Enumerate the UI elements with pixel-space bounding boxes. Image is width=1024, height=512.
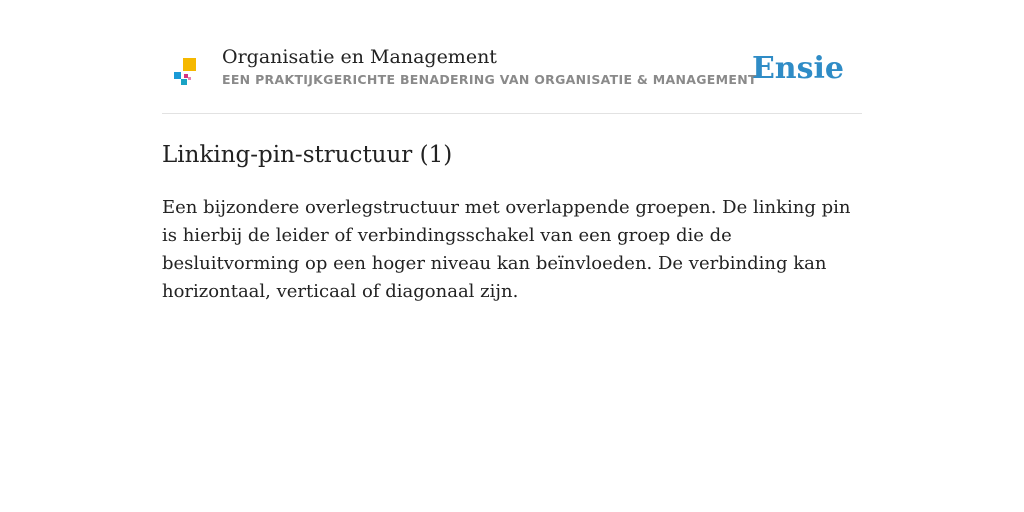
page (162, 0, 862, 306)
site-subtitle: EEN PRAKTIJKGERICHTE BENADERING VAN ORGANISATIE & MANAGEMENT (222, 72, 757, 87)
book-logo-icon[interactable] (174, 58, 198, 86)
site-titles (222, 45, 757, 87)
site-header (162, 0, 862, 114)
article-title: Linking-pin-structuur (1) (162, 142, 453, 168)
article-body: Een bijzondere overlegstructuur met overlappende groepen. De linking pin is hierbij de leider of verbindingsschakel van een groep die de besluitvorming op een hoger niveau kan beïnvloeden. De verbinding kan horizontaal, verticaal of diagonaal zijn. (162, 197, 851, 302)
site-title[interactable]: Organisatie en Management (222, 46, 497, 68)
ensie-brand-link[interactable]: Ensie (751, 51, 844, 86)
